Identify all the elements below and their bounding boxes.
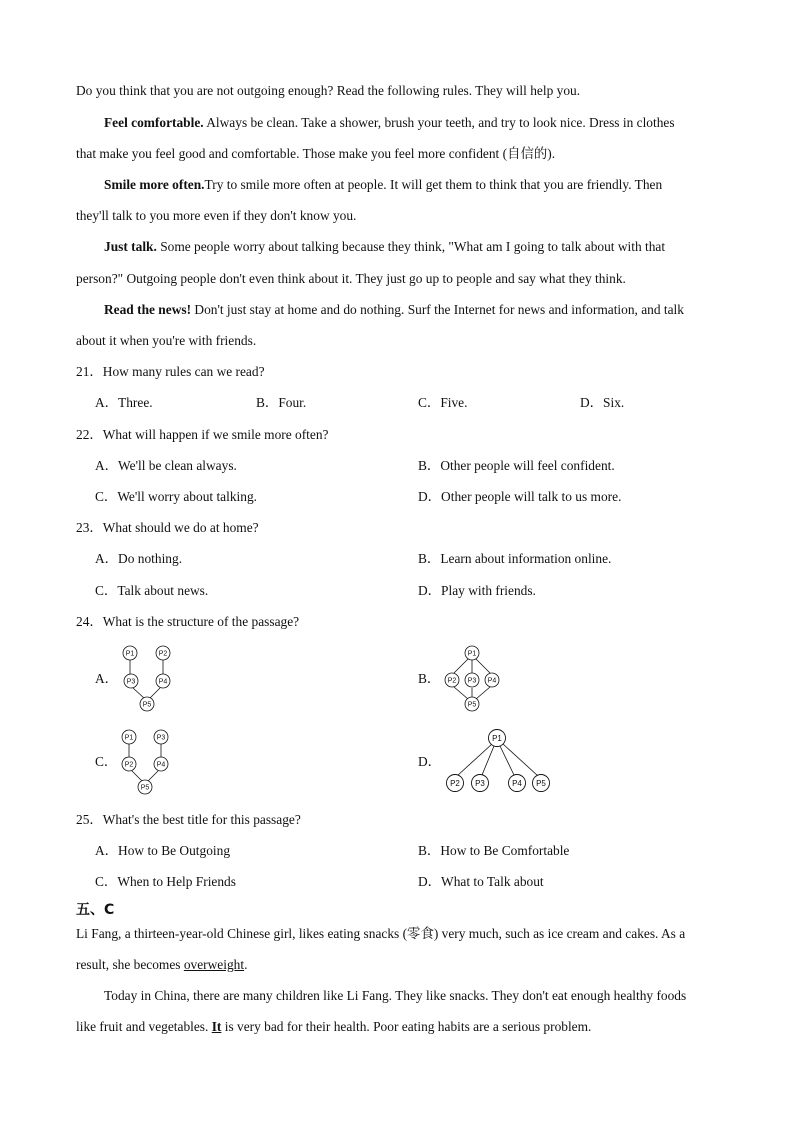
question-22: 22．What will happen if we smile more often? <box>76 427 329 442</box>
q24-option-a[interactable]: A． <box>95 671 119 686</box>
rule-1 <box>104 115 675 131</box>
q23-option-d[interactable]: D．Play with friends. <box>418 583 536 598</box>
rule-4-heading: Read the news! <box>104 302 192 317</box>
rule-2-text: Try to smile more often at people. It will get them to think that you are friendly. Then <box>204 177 663 192</box>
rule-4-text: Don't just stay at home and do nothing. Surf the Internet for news and information, and talk <box>191 302 684 317</box>
q24-option-b[interactable]: B． <box>418 671 441 686</box>
passage-c-line-2 <box>76 957 247 973</box>
rule-4 <box>104 302 684 318</box>
section-heading: 五、C <box>76 902 115 918</box>
label-p4: P4 <box>512 779 522 788</box>
q23-option-b[interactable]: B．Learn about information online. <box>418 551 612 566</box>
q22-option-d[interactable]: D．Other people will talk to us more. <box>418 489 622 504</box>
label-p3: P3 <box>475 779 485 788</box>
q21-option-d[interactable]: D．Six. <box>580 395 625 410</box>
intro-text: Do you think that you are not outgoing enough? Read the following rules. They will help you. <box>76 83 581 98</box>
q25-option-b[interactable]: B．How to Be Comfortable <box>418 843 570 858</box>
rule-1-cont: that make you feel good and comfortable. Those make you feel more confident (自信的). <box>76 146 556 161</box>
label-p4: P4 <box>158 678 168 686</box>
passage-c-line-4-b: is very bad for their health. Poor eating habits are a serious problem. <box>221 1019 592 1034</box>
question-21: 21．How many rules can we read? <box>76 364 265 379</box>
rule-2 <box>104 177 662 193</box>
rule-3-text: Some people worry about talking because they think, "What am I going to talk about with that <box>156 239 666 254</box>
q23-option-a[interactable]: A．Do nothing. <box>95 551 183 566</box>
label-p2: P2 <box>124 761 134 769</box>
q22-option-b[interactable]: B．Other people will feel confident. <box>418 458 615 473</box>
label-p1: P1 <box>125 650 135 658</box>
label-p3: P3 <box>126 678 136 686</box>
label-p3: P3 <box>156 734 166 742</box>
q25-option-a[interactable]: A．How to Be Outgoing <box>95 843 231 858</box>
passage-c-line-2-b: . <box>244 957 248 972</box>
q21-option-a[interactable]: A．Three. <box>95 395 153 410</box>
passage-c-line-1: Li Fang, a thirteen-year-old Chinese girl, likes eating snacks (零食) very much, such as ice cream and cakes. As a <box>76 926 686 941</box>
q21-option-b[interactable]: B．Four. <box>256 395 307 410</box>
rule-3-heading: Just talk. <box>104 239 157 254</box>
question-23: 23．What should we do at home? <box>76 520 259 535</box>
question-24: 24．What is the structure of the passage? <box>76 614 300 629</box>
question-25: 25．What's the best title for this passage? <box>76 812 301 827</box>
diagram-a <box>118 643 178 713</box>
label-p5: P5 <box>142 701 152 709</box>
q24-option-d[interactable]: D． <box>418 754 442 769</box>
diagram-c <box>118 727 178 797</box>
rule-1-heading: Feel comfortable. <box>104 115 204 130</box>
q25-option-c[interactable]: C．When to Help Friends <box>95 874 236 889</box>
label-p5: P5 <box>536 779 546 788</box>
rule-4-cont: about it when you're with friends. <box>76 333 257 348</box>
label-p1: P1 <box>467 650 477 658</box>
label-p1: P1 <box>124 734 134 742</box>
label-p4: P4 <box>156 761 166 769</box>
label-p2: P2 <box>447 677 457 685</box>
passage-c-line-4 <box>76 1019 591 1035</box>
q25-option-d[interactable]: D．What to Talk about <box>418 874 544 889</box>
label-p2: P2 <box>158 650 168 658</box>
passage-c-line-2-a: result, she becomes <box>76 957 184 972</box>
passage-c-line-4-a: like fruit and vegetables. <box>76 1019 212 1034</box>
q24-option-c[interactable]: C． <box>95 754 118 769</box>
label-p1: P1 <box>492 734 502 743</box>
underlined-word-overweight: overweight <box>183 957 245 972</box>
rule-1-text: Always be clean. Take a shower, brush your teeth, and try to look nice. Dress in clothes <box>203 115 675 130</box>
q23-option-c[interactable]: C．Talk about news. <box>95 583 209 598</box>
q22-option-a[interactable]: A．We'll be clean always. <box>95 458 237 473</box>
q21-option-c[interactable]: C．Five. <box>418 395 468 410</box>
underlined-word-it: It <box>211 1019 222 1034</box>
q22-option-c[interactable]: C．We'll worry about talking. <box>95 489 257 504</box>
diagram-b <box>440 643 504 713</box>
label-p3: P3 <box>467 677 477 685</box>
rule-2-heading: Smile more often. <box>104 177 205 192</box>
label-p5: P5 <box>467 701 477 709</box>
passage-c-line-3: Today in China, there are many children like Li Fang. They like snacks. They don't eat enough healthy foods <box>104 988 687 1003</box>
rule-3-cont: person?" Outgoing people don't even think about it. They just go up to people and say what they think. <box>76 271 626 286</box>
label-p4: P4 <box>487 677 497 685</box>
label-p5: P5 <box>140 784 150 792</box>
label-p2: P2 <box>450 779 460 788</box>
diagram-d <box>440 728 556 796</box>
rule-3 <box>104 239 665 255</box>
rule-2-cont: they'll talk to you more even if they don't know you. <box>76 208 357 223</box>
